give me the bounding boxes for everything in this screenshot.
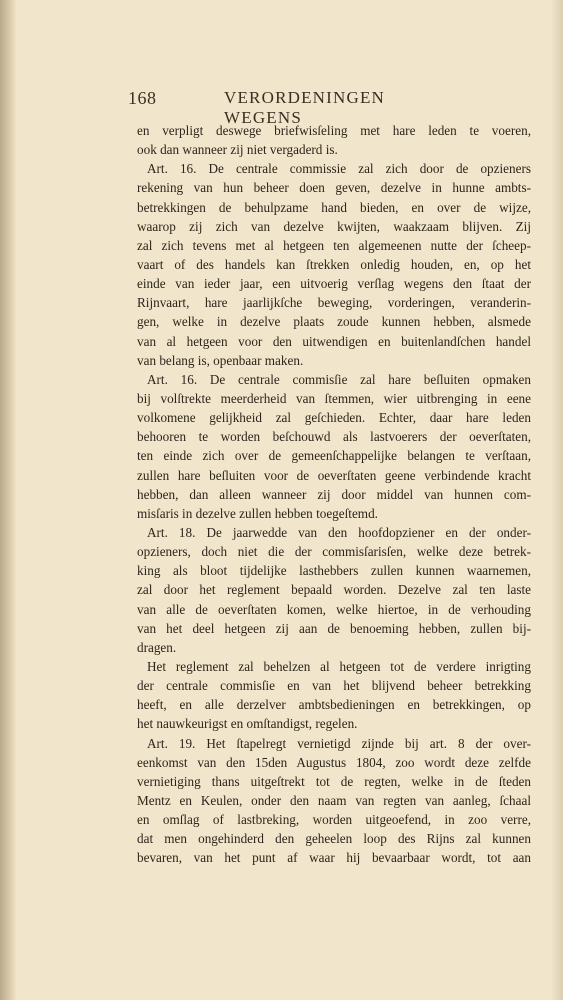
text-line: zal zich tevens met al hetgeen ten algemeenen nutte der ſcheep-: [137, 237, 531, 253]
text-line: einde van ieder jaar, een uitvoerig verſlag wegens den ſtaat der: [137, 276, 531, 292]
text-line: en omſlag of lastbreking, worden uitgeoefend, in zoo verre,: [137, 812, 531, 828]
text-line: van alle de oeverſtaten komen, welke hiertoe, in de verhouding: [137, 601, 531, 617]
text-line: Art. 16. De centrale commisſie zal hare beſluiten opmaken: [147, 371, 531, 387]
text-line: dragen.: [137, 639, 177, 655]
text-line: eenkomst van den 15den Augustus 1804, zoo wordt deze zelfde: [137, 754, 531, 770]
text-line: waarop zij zich van dezelve kwijten, waakzaam blijven. Zij: [137, 218, 531, 234]
text-line: behooren te worden beſchouwd als lastvoerers der oeverſtaten,: [137, 429, 531, 445]
page-edge-shadow: [551, 0, 563, 1000]
text-line: van al hetgeen voor den uitwendigen en buitenlandſchen handel: [137, 333, 531, 349]
text-line: vaart of des handels kan ſtrekken onledig houden, en, op het: [137, 256, 531, 272]
text-line: rekening van hun beheer doen geven, dezelve in hunne ambts-: [137, 180, 531, 196]
text-line: Art. 19. Het ſtapelregt vernietigd zijnde bij art. 8 der over-: [147, 735, 531, 751]
text-line: bevaren, van het punt af waar hij bevaarbaar wordt, tot aan: [137, 850, 531, 866]
page-number: 168: [128, 88, 157, 108]
text-line: betrekkingen de behulpzame hand bieden, en over de wijze,: [137, 199, 531, 215]
text-line: vernietiging thans uitgeſtrekt tot de regten, welke in de ſteden: [137, 773, 531, 789]
text-line: dat men ongehinderd den geheelen loop des Rijns zal kunnen: [137, 831, 531, 847]
binding-shadow: [0, 0, 16, 1000]
text-line: van belang is, openbaar maken.: [137, 352, 304, 368]
text-line: misſaris in dezelve zullen hebben toegeſtemd.: [137, 505, 378, 521]
text-line: der centrale commisſie en van het blijvend beheer betrekking: [137, 678, 531, 694]
text-line: opzieners, doch niet die der commisſarisſen, welke deze betrek-: [137, 544, 531, 560]
text-line: en verpligt deswege briefwisſeling met hare leden te voeren,: [137, 123, 531, 138]
running-title: VERORDENINGEN WEGENS: [224, 88, 386, 127]
text-line: bij volſtrekte meerderheid van ſtemmen, wier uitbrenging in eene: [137, 390, 531, 406]
text-line: zal door het reglement bepaald worden. Dezelve zal ten laste: [137, 582, 531, 598]
text-line: ten einde zich over de gemeenſchappelijke belangen te verſtaan,: [137, 448, 531, 464]
text-line: king als bloot tijdelijke lasthebbers zullen kunnen waarnemen,: [137, 563, 531, 579]
text-line: zullen hare beſluiten voor de oeverſtaten geene verbindende kracht: [137, 467, 531, 483]
text-line: van het deel hetgeen zij aan de benoeming hebben, zullen bij-: [137, 620, 531, 636]
text-line: Het reglement zal behelzen al hetgeen tot de verdere inrigting: [147, 658, 531, 674]
text-line: gen, welke in dezelve plaats zoude kunnen hebben, alsmede: [137, 314, 531, 330]
text-line: Rijnvaart, hare jaarlijkſche beweging, vorderingen, veranderin-: [137, 295, 531, 311]
text-line: Art. 18. De jaarwedde van den hoofdopziener en der onder-: [147, 524, 531, 540]
body-text: [137, 121, 531, 867]
text-line: het nauwkeurigst en omſtandigst, regelen.: [137, 716, 358, 732]
running-head: [128, 88, 448, 127]
text-line: Art. 16. De centrale commissie zal zich door de opzieners: [147, 161, 531, 177]
text-line: Mentz en Keulen, onder den naam van regten van aanleg, ſchaal: [137, 792, 531, 808]
text-line: volkomene gelijkheid zal geſchieden. Echter, daar hare leden: [137, 410, 531, 426]
text-line: heeft, en alle derzelver ambtsbedieningen en betrekkingen, op: [137, 697, 531, 713]
text-line: hebben, dan alleen wanneer zij door middel van hunnen com-: [137, 486, 531, 502]
text-line: ook dan wanneer zij niet vergaderd is.: [137, 142, 338, 158]
